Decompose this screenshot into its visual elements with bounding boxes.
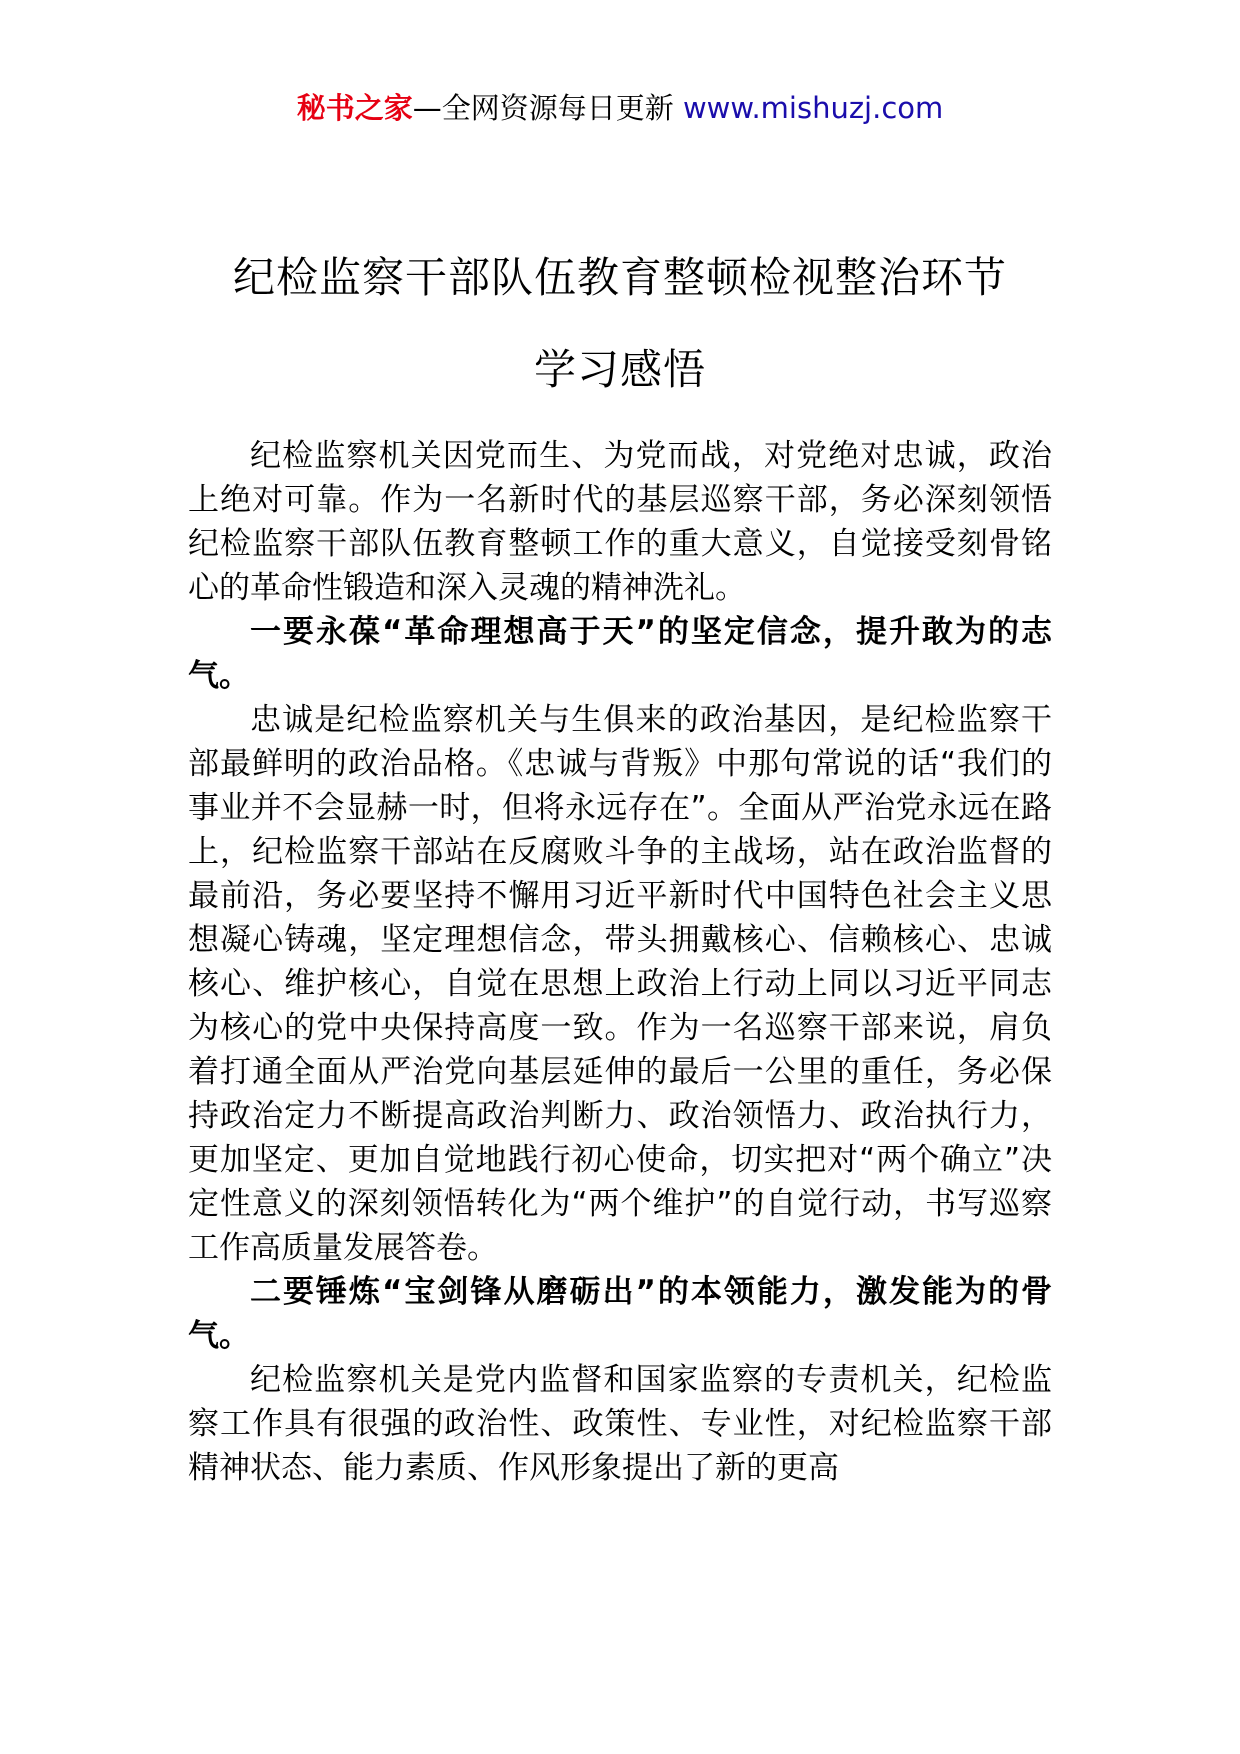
title-line-2: 学习感悟 [533, 345, 706, 394]
site-url-link[interactable]: www.mishuzj.com [682, 91, 944, 125]
body-paragraph-1: 忠诚是纪检监察机关与生俱来的政治基因，是纪检监察干部最鲜明的政治品格。《忠诚与背叛》中那句常说的话“我们的事业并不会显赫一时，但将永远存在”。全面从严治党永远在路上，纪检监察干部站在反腐败斗争的主战场，站在政治监督的最前沿，务必要坚持不懈用习近平新时代中国特色社会主义思想凝心铸魂，坚定理想信念，带头拥戴核心、信赖核心、忠诚核心、维护核心，自觉在思想上政治上行动上同以习近平同志为核心的党中央保持高度一致。作为一名巡察干部来说，肩负着打通全面从严治党向基层延伸的最后一公里的重任，务必保持政治定力不断提高政治判断力、政治领悟力、政治执行力，更加坚定、更加自觉地践行初心使命，切实把对“两个确立”决定性意义的深刻领悟转化为“两个维护”的自觉行动，书写巡察工作高质量发展答卷。 [188, 702, 1052, 1266]
site-brand: 秘书之家 [296, 91, 413, 125]
section-heading-1: 一要永葆“革命理想高于天”的坚定信念，提升敢为的志气。 [188, 614, 1052, 694]
site-slogan: —全网资源每日更新 [412, 91, 683, 125]
document-title [150, 232, 1090, 416]
document-body [188, 434, 1052, 1490]
title-line-1: 纪检监察干部队伍教育整顿检视整治环节 [232, 253, 1007, 302]
body-paragraph-2: 纪检监察机关是党内监督和国家监察的专责机关，纪检监察工作具有很强的政治性、政策性、专业性，对纪检监察干部精神状态、能力素质、作风形象提出了新的更高 [188, 1362, 1052, 1486]
section-heading-2: 二要锤炼“宝剑锋从磨砺出”的本领能力，激发能为的骨气。 [188, 1274, 1052, 1354]
site-header [0, 88, 1240, 128]
intro-paragraph: 纪检监察机关因党而生、为党而战，对党绝对忠诚，政治上绝对可靠。作为一名新时代的基层巡察干部，务必深刻领悟纪检监察干部队伍教育整顿工作的重大意义，自觉接受刻骨铭心的革命性锻造和深入灵魂的精神洗礼。 [188, 438, 1052, 606]
